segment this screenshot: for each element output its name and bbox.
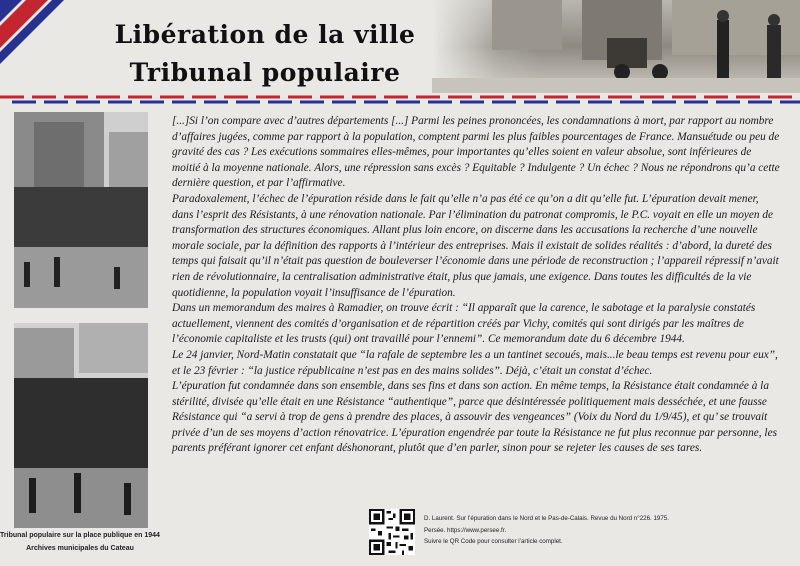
paragraph-5: L’épuration fut condamnée dans son ensemble, dans ses fins et dans son action. En même temps, la Résistance était condamnée à la stérilité, divisée qu’elle était en une Résistance “authentique”, parce que désintéressée politiquement mais desséchée, et une fausse Résistance qui “a servi à trop de gens à prendre des places, à assouvir des vengeances” (Voix du Nord du 1/9/45), et qu’ se trouvait privée d’un de ses moyens d’action rénovatrice. L’épuration engendrée par toute la Résistance ne fut plus reconnue par personne, les parents préférant ignorer cet enfant déshonorant, plutôt que d’en parler, sinon pour se rejeter les causes de ses tares. — [172, 380, 777, 455]
title-line-2: Tribunal populaire — [129, 58, 401, 87]
paragraph-4: Le 24 janvier, Nord-Matin constatait que “la rafale de septembre les a un tantinet secoués, mais...le beau temps est revenu pour eux”, et le 23 février : “la justice républicaine n’est pas en des mains solides”. Déjà, c’était un constat d’échec. — [172, 348, 778, 377]
photo-caption-source: Archives municipales du Cateau — [26, 545, 134, 552]
reference-qr-hint: Suivre le QR Code pour consulter l’article complet. — [424, 538, 563, 545]
paragraph-3: Dans un memorandum des maires à Ramadier, on trouve écrit : “Il apparaît que la carence, le sabotage et la paralysie constatés actuellement, viennent des comités d’organisation et de répartition créés par Vichy, comités qui sont dirigés par les maîtres de l’économie capitaliste et les trusts (qui) ont travaillé pour l’ennemi”. Ce memorandum date du 6 décembre 1944. — [172, 302, 756, 346]
qr-code-icon[interactable] — [369, 509, 415, 555]
crowd-street-photo — [14, 323, 148, 528]
paragraph-1: [...]Si l’on compare avec d’autres départements [...] Parmi les peines prononcées, les condamnations à mort, par rapport au nombre d’affaires jugées, comme par rapport à la population, comptent parmi les plus faibles pourcentages de France. Mansuétude ou peu de gravité des cas ? Les exécutions sommaires elles-mêmes, pour importantes qu’elles soient en valeur absolue, sont inférieures de moitié à la moyenne nationale. Alors, une répression sans excès ? Equitable ? Indulgente ? Un échec ? Nous ne répondrons qu’a cette dernière question, et par l’affirmative. — [172, 115, 780, 190]
street-scene-drawing — [432, 0, 800, 93]
paragraph-2: Paradoxalement, l’échec de l’épuration réside dans le fait qu’elle n’a pas été ce qu’on a dit qu’elle fut. L’épuration devait mener, dans l’esprit des Résistants, à une rénovation nationale. Par l’élimination du patronat compromis, le P.C. voyait en elle un moyen de transformation des structures économiques. Allant plus loin encore, on discerne dans les accusations la recherche d’une nouvelle morale sociale, par la définition des rapports à l’intérieur des entreprises. Mais il existait de solides réalités : d’abord, la dureté des temps qui faisait qu’il n’était pas question de bouleverser l’économie dans une période de reconstruction ; l’appareil répressif n’avait rien de révolutionnaire, la centralisation administrative était, plus que jamais, une exigence. Dans toutes les difficultés de la vie quotidienne, la population voyait l’insuffisance de l’épuration. — [172, 192, 779, 299]
reference-url: Persée. https://www.persee.fr. — [424, 526, 507, 534]
crowd-square-photo — [14, 112, 148, 308]
title-line-1: Libération de la ville — [114, 20, 416, 49]
reference-citation: D. Laurent. Sur l’épuration dans le Nord et le Pas-de-Calais. Revue du Nord n°226. 1975. — [424, 515, 669, 522]
street-scene-photo — [432, 0, 800, 93]
reference-block — [424, 513, 764, 548]
crowd-square-drawing — [14, 112, 148, 308]
crowd-street-drawing — [14, 323, 148, 528]
article-body — [172, 114, 780, 457]
qr-code-drawing — [369, 509, 415, 555]
title-block — [100, 14, 430, 94]
photo-caption-title: Tribunal populaire sur la place publique en 1944 — [0, 532, 160, 539]
